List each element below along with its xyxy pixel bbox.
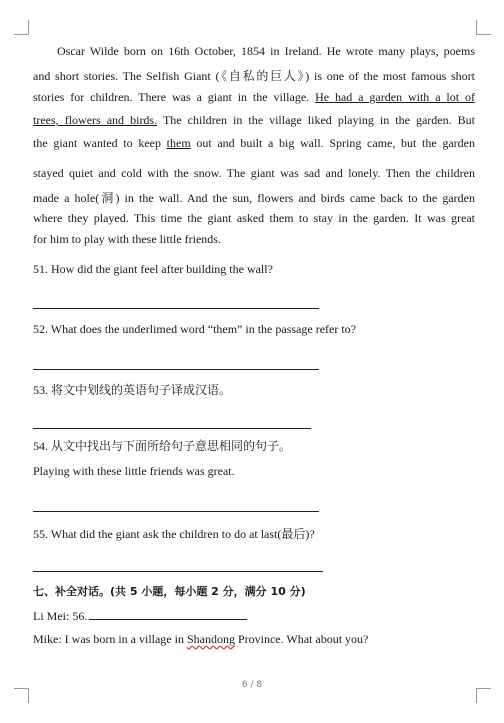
mike-text-end: Province. What about you? <box>237 632 369 646</box>
answer-line-53[interactable] <box>33 428 311 429</box>
passage-text: stories for children. There was a giant in the village. <box>33 90 310 104</box>
question-51: 51. How did the giant feel after building the wall? <box>33 262 273 276</box>
question-53: 53. 将文中划线的英语句子译成汉语。 <box>33 383 232 397</box>
passage-line-6: stayed quiet and cold with the snow. The giant was sad and lonely. Then the children <box>33 166 475 180</box>
page-number: 6 / 8 <box>241 680 263 690</box>
section-7-heading: 七、补全对话。(共 5 小题，每小题 2 分，满分 10 分) <box>33 585 306 598</box>
answer-line-52[interactable] <box>33 369 319 370</box>
passage-line-5 <box>33 136 475 151</box>
question-52: 52. What does the underlimed word “them” in the passage refer to? <box>33 322 356 336</box>
passage-text: The children in the village liked playing in the garden. But <box>162 113 476 127</box>
question-54: 54. 从文中找出与下面所给句子意思相同的句子。 <box>33 439 292 453</box>
passage-line-1: Oscar Wilde born on 16th October, 1854 in Ireland. He wrote many plays, poems <box>57 44 475 58</box>
passage-text: out and built a big wall. Spring came, but the garden <box>196 136 475 150</box>
crop-mark-top-left <box>14 20 29 35</box>
passage-line-7: made a hole(洞) in the wall. And the sun, flowers and birds came back to the garden <box>33 191 475 205</box>
question-54-sentence: Playing with these little friends was great. <box>33 464 235 478</box>
crop-mark-bottom-left <box>14 688 29 703</box>
underlined-sentence-end: trees, flowers and birds. <box>33 113 158 127</box>
passage-text: the giant wanted to keep <box>33 136 161 150</box>
passage-line-2: and short stories. The Selfish Giant (《自私的巨人》) is one of the most famous short <box>33 69 475 83</box>
answer-line-55[interactable] <box>33 571 323 572</box>
crop-mark-top-right <box>476 20 491 35</box>
speaker-li-mei: Li Mei: 56. <box>33 609 88 623</box>
question-55: 55. What did the giant ask the children to do at last(最后)? <box>33 527 315 541</box>
crop-mark-bottom-right <box>476 688 491 703</box>
answer-line-54[interactable] <box>33 511 319 512</box>
spellcheck-word-shandong: Shandong <box>186 632 235 646</box>
dialogue-line-56 <box>33 607 247 624</box>
underlined-sentence: He had a garden with a lot of <box>315 90 475 104</box>
underlined-word-them: them <box>166 136 191 150</box>
answer-line-56[interactable] <box>89 607 247 620</box>
passage-line-8: where they played. This time the giant asked them to stay in the garden. It was great <box>33 211 475 225</box>
passage-line-9: for him to play with these little friends. <box>33 232 221 246</box>
passage-line-3 <box>33 90 475 105</box>
dialogue-line-mike <box>33 632 368 647</box>
mike-text: Mike: I was born in a village in <box>33 632 184 646</box>
passage-line-4 <box>33 113 475 128</box>
answer-line-51[interactable] <box>33 308 319 309</box>
